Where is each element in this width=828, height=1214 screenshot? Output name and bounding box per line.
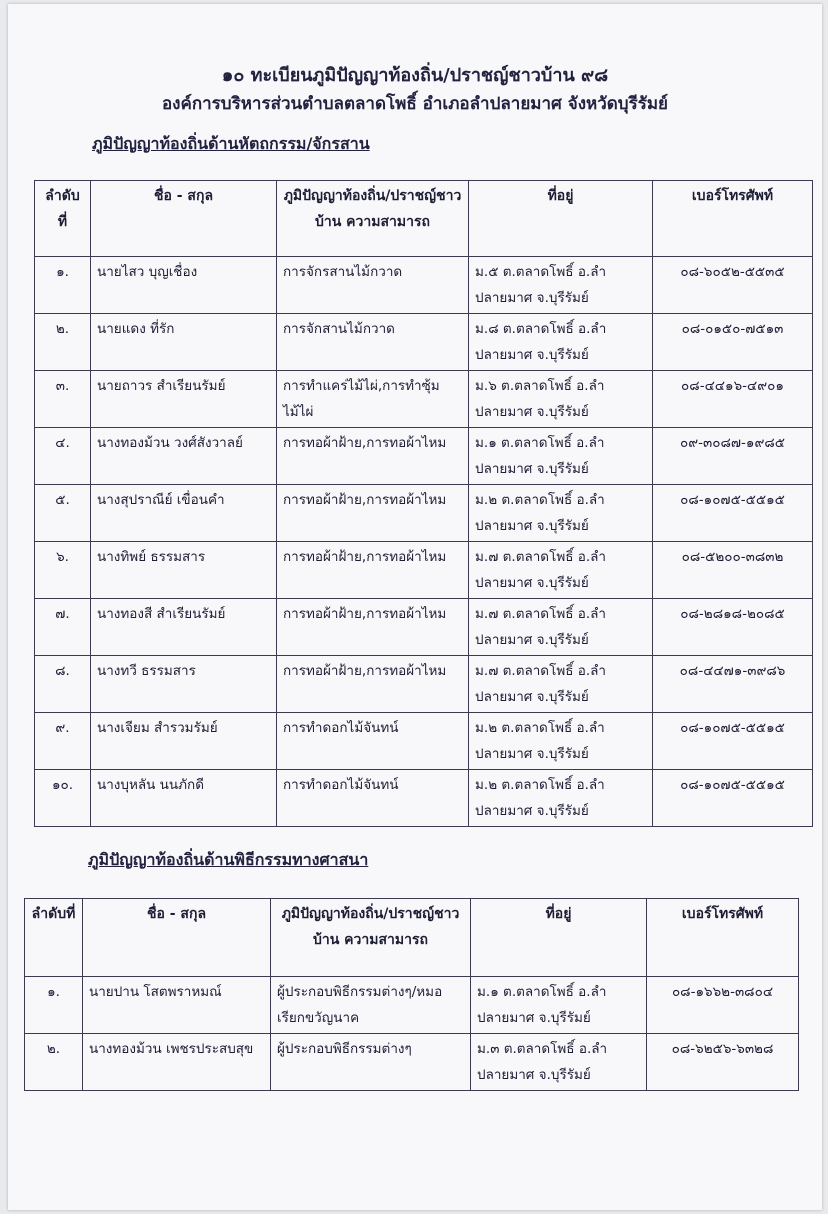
- cell-address: ม.๒ ต.ตลาดโพธิ์ อ.ลำปลายมาศ จ.บุรีรัมย์: [469, 770, 653, 827]
- header-name: ชื่อ - สกุล: [83, 899, 271, 977]
- table-header-row: [35, 181, 813, 257]
- cell-name: นางทองม้วน เพชรประสบสุข: [83, 1034, 271, 1091]
- cell-phone: ๐๘-๑๐๗๕-๕๕๑๕: [653, 485, 813, 542]
- header-no: ลำดับที่: [25, 899, 83, 977]
- header-address: ที่อยู่: [469, 181, 653, 257]
- cell-no: ๗.: [35, 599, 91, 656]
- cell-phone: ๐๘-๒๘๑๘-๒๐๘๕: [653, 599, 813, 656]
- table-row: [35, 770, 813, 827]
- cell-address: ม.๑ ต.ตลาดโพธิ์ อ.ลำปลายมาศ จ.บุรีรัมย์: [469, 428, 653, 485]
- cell-name: นางสุปราณีย์ เขื่อนคำ: [91, 485, 277, 542]
- cell-phone: ๐๘-๔๔๑๖-๔๙๐๑: [653, 371, 813, 428]
- table-row: [35, 257, 813, 314]
- table-row: [35, 542, 813, 599]
- cell-address: ม.๗ ต.ตลาดโพธิ์ อ.ลำปลายมาศ จ.บุรีรัมย์: [469, 542, 653, 599]
- cell-address: ม.๑ ต.ตลาดโพธิ์ อ.ลำปลายมาศ จ.บุรีรัมย์: [471, 977, 647, 1034]
- table-row: [35, 713, 813, 770]
- cell-skill: การทอผ้าฝ้าย,การทอผ้าไหม: [277, 656, 469, 713]
- cell-no: ๒.: [25, 1034, 83, 1091]
- cell-name: นายปาน โสตพราหมณ์: [83, 977, 271, 1034]
- cell-name: นางเจียม สำรวมรัมย์: [91, 713, 277, 770]
- cell-no: ๓.: [35, 371, 91, 428]
- cell-phone: ๐๘-๖๒๕๖-๖๓๒๘: [647, 1034, 799, 1091]
- section2-title: ภูมิปัญญาท้องถิ่นด้านพิธีกรรมทางศาสนา: [88, 850, 369, 869]
- document-page: [8, 4, 822, 1210]
- cell-phone: ๐๘-๕๒๐๐-๓๘๓๒: [653, 542, 813, 599]
- cell-no: ๕.: [35, 485, 91, 542]
- cell-no: ๙.: [35, 713, 91, 770]
- cell-address: ม.๒ ต.ตลาดโพธิ์ อ.ลำปลายมาศ จ.บุรีรัมย์: [469, 485, 653, 542]
- header-phone: เบอร์โทรศัพท์: [653, 181, 813, 257]
- cell-phone: ๐๘-๔๔๗๑-๓๙๘๖: [653, 656, 813, 713]
- header-skill: ภูมิปัญญาท้องถิ่น/ปราชญ์ชาวบ้าน ความสามารถ: [277, 181, 469, 257]
- table-header-row: [25, 899, 799, 977]
- cell-skill: การทอผ้าฝ้าย,การทอผ้าไหม: [277, 428, 469, 485]
- cell-address: ม.๖ ต.ตลาดโพธิ์ อ.ลำปลายมาศ จ.บุรีรัมย์: [469, 371, 653, 428]
- table-row: [35, 428, 813, 485]
- section1-title: ภูมิปัญญาท้องถิ่นด้านหัตถกรรม/จักรสาน: [92, 134, 370, 153]
- header-phone: เบอร์โทรศัพท์: [647, 899, 799, 977]
- cell-skill: ผู้ประกอบพิธีกรรมต่างๆ/หมอเรียกขวัญนาค: [271, 977, 471, 1034]
- cell-name: นางทองสี สำเรียนรัมย์: [91, 599, 277, 656]
- cell-phone: ๐๘-๑๐๗๕-๕๕๑๕: [653, 770, 813, 827]
- cell-address: ม.๗ ต.ตลาดโพธิ์ อ.ลำปลายมาศ จ.บุรีรัมย์: [469, 656, 653, 713]
- cell-no: ๔.: [35, 428, 91, 485]
- cell-name: นางบุหลัน นนภักดี: [91, 770, 277, 827]
- table-row: [35, 371, 813, 428]
- table-row: [35, 599, 813, 656]
- cell-no: ๑.: [35, 257, 91, 314]
- cell-address: ม.๒ ต.ตลาดโพธิ์ อ.ลำปลายมาศ จ.บุรีรัมย์: [469, 713, 653, 770]
- table-row: [35, 314, 813, 371]
- cell-skill: การจักสานไม้กวาด: [277, 314, 469, 371]
- table-row: [35, 485, 813, 542]
- cell-skill: การทอผ้าฝ้าย,การทอผ้าไหม: [277, 485, 469, 542]
- cell-no: ๒.: [35, 314, 91, 371]
- ritual-table: [24, 898, 799, 1091]
- cell-address: ม.๘ ต.ตลาดโพธิ์ อ.ลำปลายมาศ จ.บุรีรัมย์: [469, 314, 653, 371]
- handicraft-table: [34, 180, 813, 827]
- table-row: [25, 977, 799, 1034]
- cell-name: นายไสว บุญเชื่อง: [91, 257, 277, 314]
- cell-name: นางทิพย์ ธรรมสาร: [91, 542, 277, 599]
- table-row: [25, 1034, 799, 1091]
- cell-address: ม.๗ ต.ตลาดโพธิ์ อ.ลำปลายมาศ จ.บุรีรัมย์: [469, 599, 653, 656]
- cell-no: ๖.: [35, 542, 91, 599]
- cell-skill: การทอผ้าฝ้าย,การทอผ้าไหม: [277, 542, 469, 599]
- cell-phone: ๐๘-๑๖๖๒-๓๘๐๔: [647, 977, 799, 1034]
- cell-address: ม.๓ ต.ตลาดโพธิ์ อ.ลำปลายมาศ จ.บุรีรัมย์: [471, 1034, 647, 1091]
- cell-name: นายแดง ที่รัก: [91, 314, 277, 371]
- cell-no: ๘.: [35, 656, 91, 713]
- cell-phone: ๐๘-๑๐๗๕-๕๕๑๕: [653, 713, 813, 770]
- cell-no: ๑๐.: [35, 770, 91, 827]
- cell-skill: การทำดอกไม้จันทน์: [277, 770, 469, 827]
- cell-name: นางทองม้วน วงศ์สังวาลย์: [91, 428, 277, 485]
- document-title: ๑๐ ทะเบียนภูมิปัญญาท้องถิ่น/ปราชญ์ชาวบ้าน ๙๘: [221, 65, 609, 86]
- header-name: ชื่อ - สกุล: [91, 181, 277, 257]
- cell-skill: การจักรสานไม้กวาด: [277, 257, 469, 314]
- cell-skill: การทำแคร่ไม้ไผ่,การทำซุ้มไม้ไผ่: [277, 371, 469, 428]
- table-row: [35, 656, 813, 713]
- cell-name: นายถาวร สำเรียนรัมย์: [91, 371, 277, 428]
- cell-address: ม.๕ ต.ตลาดโพธิ์ อ.ลำปลายมาศ จ.บุรีรัมย์: [469, 257, 653, 314]
- header-skill: ภูมิปัญญาท้องถิ่น/ปราชญ์ชาวบ้าน ความสามารถ: [271, 899, 471, 977]
- cell-skill: ผู้ประกอบพิธีกรรมต่างๆ: [271, 1034, 471, 1091]
- cell-name: นางทวี ธรรมสาร: [91, 656, 277, 713]
- cell-phone: ๐๘-๐๑๕๐-๗๕๑๓: [653, 314, 813, 371]
- header-address: ที่อยู่: [471, 899, 647, 977]
- document-subtitle: องค์การบริหารส่วนตำบลตลาดโพธิ์ อำเภอลำปลายมาศ จังหวัดบุรีรัมย์: [161, 94, 669, 114]
- cell-phone: ๐๙-๓๐๘๗-๑๙๘๕: [653, 428, 813, 485]
- cell-skill: การทอผ้าฝ้าย,การทอผ้าไหม: [277, 599, 469, 656]
- cell-phone: ๐๘-๖๐๕๒-๕๕๓๕: [653, 257, 813, 314]
- cell-no: ๑.: [25, 977, 83, 1034]
- cell-skill: การทำดอกไม้จันทน์: [277, 713, 469, 770]
- header-no: ลำดับที่: [35, 181, 91, 257]
